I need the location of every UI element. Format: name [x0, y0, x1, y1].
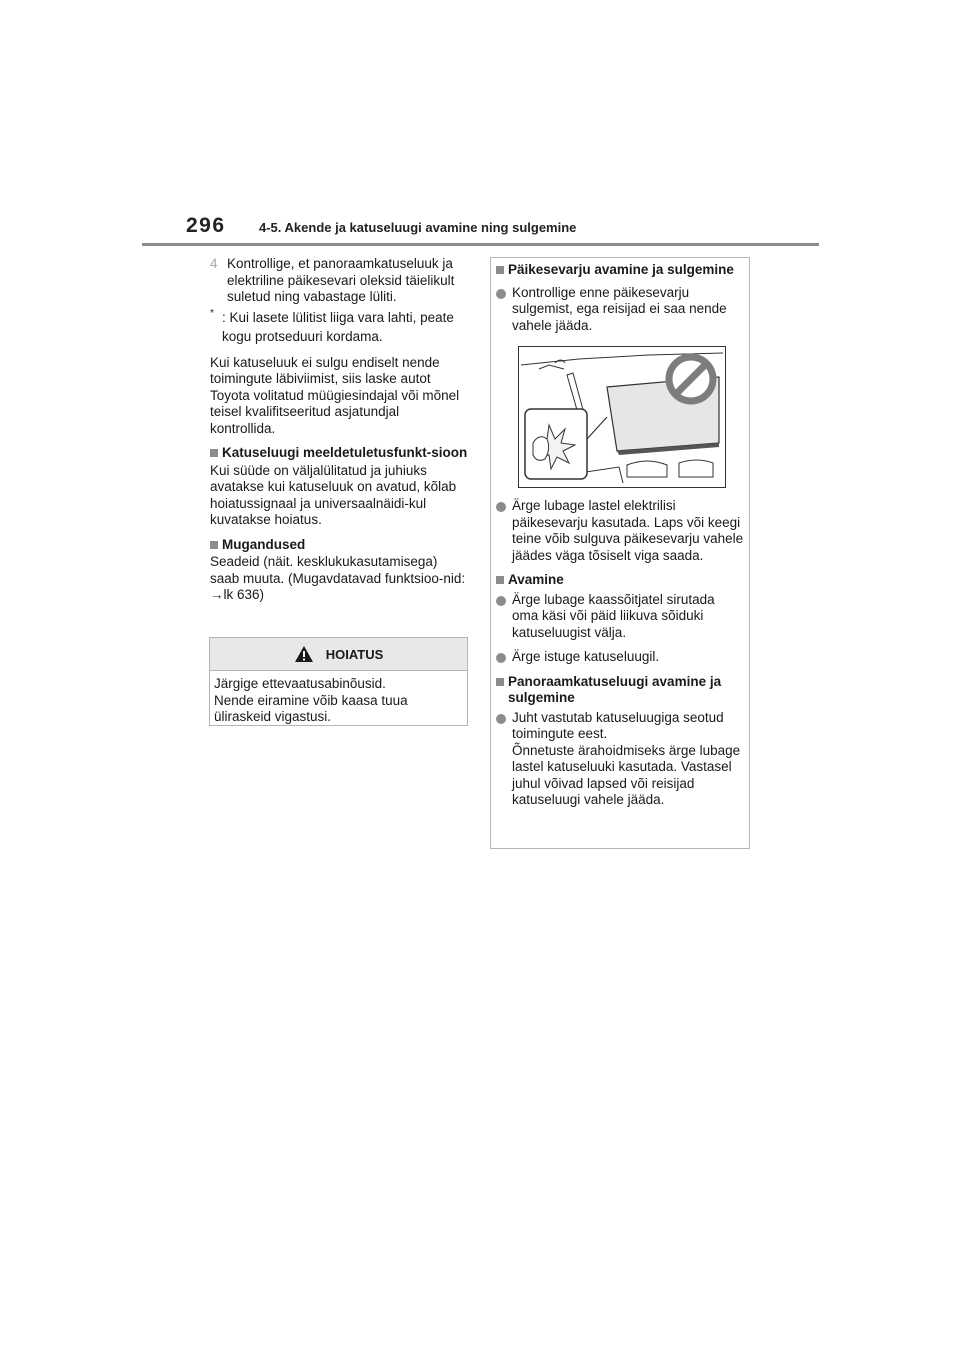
footnote-mark: * [210, 307, 214, 319]
square-bullet-icon [496, 576, 504, 584]
step-number: 4 [210, 256, 218, 271]
left-column [210, 256, 468, 612]
bullet-text: Ärge lubage kaassõitjatel sirutada oma käsi või päid liikuva sõiduki katuseluugist välja. [512, 591, 715, 640]
bullet-text: Ärge istuge katuseluugil. [512, 649, 660, 664]
bullet-text: Ärge lubage lastel elektrilisi päikesevarju kasutada. Laps või keegi teine võib sulguva päikesevarju vahele jäädes väga tõsiselt viga saada. [512, 498, 744, 563]
warning-body [210, 671, 467, 731]
warning-line: Nende eiramine võib kaasa tuua [214, 692, 408, 708]
caution-panel [490, 257, 750, 849]
section-text: Seadeid (näit. kesklukukasutamisega) saab muuta. (Mugavdatavad funktsioo-nid: →lk 636) [210, 554, 466, 602]
warning-line: Järgige ettevaatusabinõusid. [214, 676, 386, 691]
round-bullet-icon [496, 714, 506, 724]
chapter-title: 4-5. Akende ja katuseluugi avamine ning sulgemine [259, 220, 577, 235]
round-bullet-icon [496, 653, 506, 663]
square-bullet-icon [210, 449, 218, 457]
car-interior-drawing [519, 347, 725, 487]
bullet-text: Kontrollige enne päikesevarju sulgemist, ega reisijad ei saa nende vahele jääda. [512, 284, 727, 333]
header-divider [142, 243, 819, 246]
bullet-item [496, 649, 744, 666]
bullet-text: Juht vastutab katuseluugiga seotud toimingute eest. [512, 709, 724, 741]
step-text: Kontrollige, et panoraamkatuseluuk ja elektriline päikesevari oleksid täielikult suletud ning vabastage lüliti. [227, 256, 455, 304]
section-heading [496, 674, 744, 707]
bullet-text: Õnnetuste ärahoidmiseks ärge lubage lastel katuseluuki kasutada. Vastasel juhul võivad lapsed või reisijad katuseluugi vahele jääda. [512, 742, 741, 807]
footnote [210, 308, 468, 346]
round-bullet-icon [496, 289, 506, 299]
warning-header [210, 638, 467, 671]
section-text: Kui süüde on väljalülitatud ja juhiuks avatakse kui katuseluuk on avatud, kõlab hoiatussignaal ja universaalnäidi-kul kuvatakse hoiatus. [210, 462, 457, 527]
section-heading-text: Päikesevarju avamine ja sulgemine [508, 262, 734, 277]
step-item [210, 256, 468, 306]
page-number: 296 [186, 214, 226, 237]
footnote-text: : Kui lasete lülitist liiga vara lahti, peate kogu protseduuri kordama. [222, 309, 454, 344]
section-heading [496, 572, 744, 589]
round-bullet-icon [496, 596, 506, 606]
warning-box [209, 637, 468, 726]
paragraph: Kui katuseluuk ei sulgu endiselt nende toimingute läbiviimist, siis laske autot Toyota volitatud müügiesindajal või mõnel teisel kvalifitseeritud asjatundjal kontrollida. [210, 354, 460, 436]
section-heading-text: Mugandused [222, 536, 306, 552]
bullet-item [496, 592, 744, 642]
square-bullet-icon [496, 678, 504, 686]
section-heading [210, 537, 468, 554]
warning-line: üliraskeid vigastusi. [214, 709, 332, 724]
section-heading-text: Panoraamkatuseluugi avamine ja sulgemine [508, 673, 722, 705]
section-heading-text: Avamine [508, 572, 564, 587]
section-heading [210, 445, 468, 462]
bullet-item [496, 285, 744, 335]
section-heading [496, 262, 744, 279]
bullet-item [496, 498, 744, 564]
square-bullet-icon [496, 266, 504, 274]
round-bullet-icon [496, 502, 506, 512]
warning-title: HOIATUS [325, 646, 384, 662]
section-heading-text: Katuseluugi meeldetuletusfunkt-sioon [222, 445, 468, 460]
warning-triangle-icon [294, 645, 314, 663]
square-bullet-icon [210, 541, 218, 549]
bullet-item [496, 710, 744, 809]
sunshade-illustration [518, 346, 726, 488]
